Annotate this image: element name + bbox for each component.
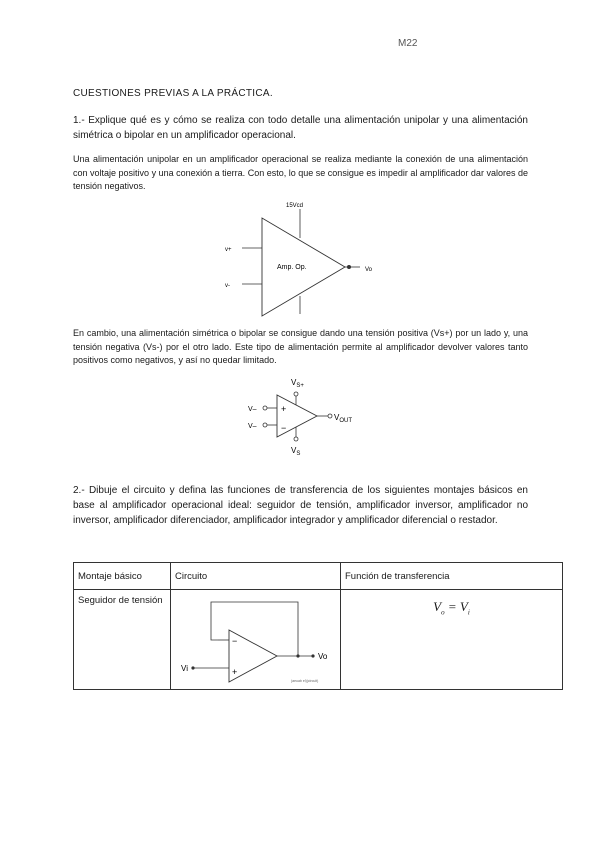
bipolar-opamp-diagram xyxy=(244,375,364,457)
header-funcion: Función de transferencia xyxy=(341,563,563,590)
header-montaje: Montaje básico xyxy=(74,563,171,590)
unipolar-opamp-diagram xyxy=(220,196,390,324)
supply-label: 15Vcd xyxy=(286,203,304,209)
circuit-cell xyxy=(171,590,341,690)
vi-label: Vi xyxy=(181,664,188,673)
table-header-row xyxy=(74,563,563,590)
question-1: 1.- Explique qué es y cómo se realiza con todo detalle una alimentación unipolar y una alimentación simétrica o bipolar en un amplificador operacional. xyxy=(73,115,528,141)
input-minus-label: v- xyxy=(225,283,230,289)
vs-plus-label: $V_{S+}$ xyxy=(291,378,304,389)
minus-sign: − xyxy=(232,636,238,646)
vs-minus-label: $V_S$ xyxy=(291,446,301,457)
vout-label: $V_{OUT}$ xyxy=(334,413,353,424)
page-id: M22 xyxy=(398,38,418,49)
opamp-body-label: Amp. Op. xyxy=(277,264,307,271)
circuit-credit: (aeuab el)(circuit) xyxy=(291,679,319,683)
formula-cell xyxy=(341,590,563,690)
answer-1-paragraph: Una alimentación unipolar en un amplificador operacional se realiza mediante la conexión de una alimentación con voltaje positivo y una conexión a tierra. Con esto, lo que se consigue es impedir al amplificador dar valores de tensión negativos. xyxy=(73,154,528,191)
input-2-label: V– xyxy=(248,423,257,430)
header-circuito: Circuito xyxy=(171,563,341,590)
minus-sign: − xyxy=(281,423,287,433)
plus-sign: + xyxy=(232,667,238,677)
table-row xyxy=(74,590,563,690)
input-1-label: V– xyxy=(248,406,257,413)
section-title: CUESTIONES PREVIAS A LA PRÁCTICA. xyxy=(73,88,273,99)
question-2: 2.- Dibuje el circuito y defina las funciones de transferencia de los siguientes montajes básicos en base al amplificador operacional ideal: seguidor de tensión, amplificador inversor, amplificador no inversor, amplificador diferenciador, amplificador integrador y amplificador diferencial o restador. xyxy=(73,485,528,526)
transfer-functions-table xyxy=(73,562,563,690)
answer-2-paragraph: En cambio, una alimentación simétrica o bipolar se consigue dando una tensión positiva (Vs+) por un lado y, una tensión negativa (Vs-) por el otro lado. Este tipo de alimentación permite al amplificador devolver valores tanto positivos como negativos, y así no quedar limitado. xyxy=(73,328,528,365)
output-label: Vo xyxy=(365,267,373,273)
plus-sign: + xyxy=(281,404,287,414)
transfer-formula: $V_o = V_i$ xyxy=(433,599,470,617)
voltage-follower-circuit xyxy=(173,592,338,684)
montaje-name: Seguidor de tensión xyxy=(74,590,171,690)
vo-label: Vo xyxy=(318,652,328,661)
input-plus-label: v+ xyxy=(225,247,232,253)
